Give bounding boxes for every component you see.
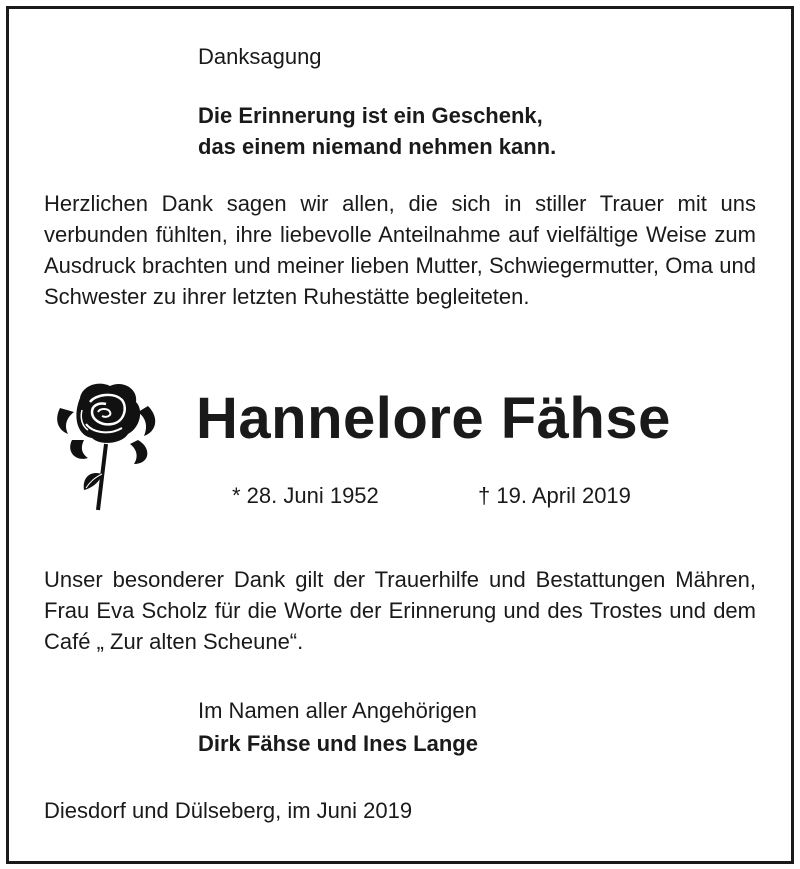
rose-icon	[52, 378, 162, 513]
quote-line-1: Die Erinnerung ist ein Geschenk,	[198, 103, 543, 128]
thanks-paragraph: Herzlichen Dank sagen wir allen, die sich in stiller Trauer mit uns verbunden fühlten, ihre liebevolle Anteilnahme auf vielfältige Weise zum Ausdruck brachten und meiner lieben Mutter, Schwiegermutter, Oma und Schwester zu ihrer letzten Ruhestätte begleiteten.	[44, 191, 756, 309]
notice-heading: Danksagung	[198, 44, 322, 69]
special-thanks-paragraph: Unser besonderer Dank gilt der Trauerhilfe und Bestattungen Mähren, Frau Eva Scholz für die Worte der Erinnerung und des Trostes und dem Café „ Zur alten Scheune“.	[44, 567, 756, 654]
quote-line-2: das einem niemand nehmen kann.	[198, 134, 557, 159]
signature-names: Dirk Fähse und Ines Lange	[198, 731, 478, 756]
memorial-quote	[198, 100, 556, 162]
place-date: Diesdorf und Dülseberg, im Juni 2019	[44, 798, 413, 823]
deceased-name: Hannelore Fähse	[196, 386, 671, 451]
signature-intro: Im Namen aller Angehörigen	[198, 698, 477, 723]
birth-date: * 28. Juni 1952	[232, 483, 379, 508]
death-date: † 19. April 2019	[478, 483, 631, 508]
